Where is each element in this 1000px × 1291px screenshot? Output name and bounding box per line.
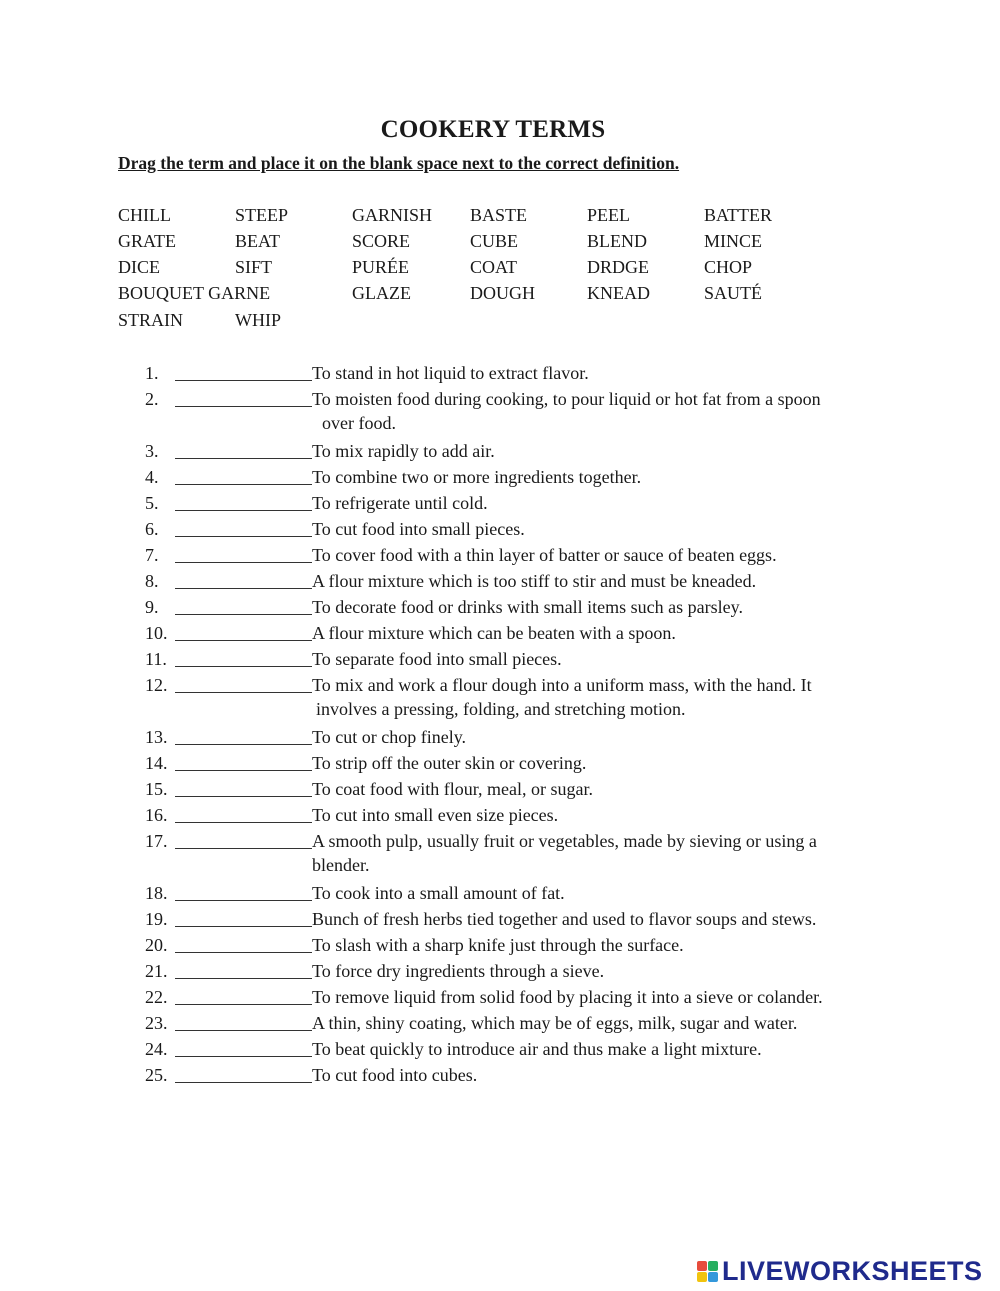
answer-blank[interactable] [175, 466, 312, 485]
answer-blank[interactable] [175, 986, 312, 1005]
definition-item [145, 646, 562, 670]
answer-blank[interactable] [175, 674, 312, 693]
term-card[interactable]: KNEAD [587, 283, 650, 303]
definition-text: To mix and work a flour dough into a uniform mass, with the hand. It [312, 675, 812, 695]
term-card[interactable]: BLEND [587, 231, 647, 251]
logo-mark-icon [697, 1261, 718, 1282]
answer-blank[interactable] [175, 596, 312, 615]
definition-text: A thin, shiny coating, which may be of eggs, milk, sugar and water. [312, 1013, 798, 1033]
answer-blank[interactable] [175, 908, 312, 927]
definition-item [145, 516, 525, 540]
definition-item [145, 802, 558, 826]
term-card[interactable]: BOUQUET GARNE [118, 283, 271, 303]
term-card[interactable]: WHIP [235, 310, 281, 330]
liveworksheets-logo [697, 1254, 983, 1288]
definition-item [145, 542, 777, 566]
item-number: 3. [145, 441, 159, 461]
definition-item [145, 386, 821, 410]
answer-blank[interactable] [175, 726, 312, 745]
answer-blank[interactable] [175, 388, 312, 407]
definition-text: To slash with a sharp knife just through the surface. [312, 935, 684, 955]
definition-text: To force dry ingredients through a sieve. [312, 961, 605, 981]
definition-text: A flour mixture which is too stiff to stir and must be kneaded. [312, 571, 757, 591]
logo-text: LIVEWORKSHEETS [722, 1255, 983, 1286]
term-card[interactable]: GRATE [118, 231, 176, 251]
item-number: 21. [145, 961, 168, 981]
definition-text: To mix rapidly to add air. [312, 441, 495, 461]
answer-blank[interactable] [175, 960, 312, 979]
item-number: 5. [145, 493, 159, 513]
definition-text: To beat quickly to introduce air and thus make a light mixture. [312, 1039, 762, 1059]
answer-blank[interactable] [175, 882, 312, 901]
item-number: 13. [145, 727, 168, 747]
item-number: 2. [145, 389, 159, 409]
definition-text: To coat food with flour, meal, or sugar. [312, 779, 593, 799]
item-number: 8. [145, 571, 159, 591]
term-card[interactable]: STRAIN [118, 310, 184, 330]
definition-text: To decorate food or drinks with small items such as parsley. [312, 597, 743, 617]
definition-continuation: involves a pressing, folding, and stretching motion. [316, 699, 686, 719]
item-number: 14. [145, 753, 168, 773]
answer-blank[interactable] [175, 804, 312, 823]
answer-blank[interactable] [175, 622, 312, 641]
definition-item [145, 776, 593, 800]
term-card[interactable]: CHILL [118, 205, 171, 225]
definition-text: To refrigerate until cold. [312, 493, 488, 513]
item-number: 25. [145, 1065, 168, 1085]
definition-text: To combine two or more ingredients together. [312, 467, 642, 487]
page-title: COOKERY TERMS [380, 116, 606, 143]
definition-item [145, 1010, 797, 1034]
definition-item [145, 1036, 762, 1060]
answer-blank[interactable] [175, 752, 312, 771]
instructions: Drag the term and place it on the blank space next to the correct definition. [118, 153, 680, 173]
item-number: 7. [145, 545, 159, 565]
definition-text: To cut food into small pieces. [312, 519, 525, 539]
item-number: 20. [145, 935, 168, 955]
item-number: 18. [145, 883, 168, 903]
term-card[interactable]: DICE [118, 257, 160, 277]
definition-item [145, 750, 586, 774]
answer-blank[interactable] [175, 1012, 312, 1031]
definition-item [145, 984, 823, 1008]
term-card[interactable]: PURÉE [352, 257, 410, 277]
term-card[interactable]: DRDGE [587, 257, 649, 277]
definition-item [145, 1062, 477, 1086]
definition-item [145, 360, 589, 384]
definition-item [145, 438, 495, 462]
answer-blank[interactable] [175, 648, 312, 667]
answer-blank[interactable] [175, 1064, 312, 1083]
answer-blank[interactable] [175, 1038, 312, 1057]
term-card[interactable]: BASTE [470, 205, 528, 225]
term-card[interactable]: CHOP [704, 257, 753, 277]
term-card[interactable]: SCORE [352, 231, 411, 251]
term-card[interactable]: CUBE [470, 231, 519, 251]
answer-blank[interactable] [175, 570, 312, 589]
definition-text: To cut or chop finely. [312, 727, 467, 747]
definition-text: To moisten food during cooking, to pour liquid or hot fat from a spoon [312, 389, 821, 409]
term-card[interactable]: DOUGH [470, 283, 535, 303]
answer-blank[interactable] [175, 362, 312, 381]
definition-text: A smooth pulp, usually fruit or vegetables, made by sieving or using a [312, 831, 817, 851]
item-number: 15. [145, 779, 168, 799]
definition-text: A flour mixture which can be beaten with a spoon. [312, 623, 676, 643]
term-card[interactable]: GLAZE [352, 283, 411, 303]
answer-blank[interactable] [175, 440, 312, 459]
definition-item [145, 620, 676, 644]
definition-item [145, 958, 604, 982]
item-number: 9. [145, 597, 159, 617]
term-card[interactable]: SAUTÉ [704, 283, 762, 303]
definition-item [145, 932, 684, 956]
item-number: 19. [145, 909, 168, 929]
definition-item [145, 464, 641, 488]
item-number: 10. [145, 623, 168, 643]
answer-blank[interactable] [175, 778, 312, 797]
definition-continuation: over food. [322, 413, 396, 433]
item-number: 23. [145, 1013, 168, 1033]
item-number: 24. [145, 1039, 168, 1059]
definition-text: To cut into small even size pieces. [312, 805, 559, 825]
item-number: 12. [145, 675, 168, 695]
definition-text: To cover food with a thin layer of batter or sauce of beaten eggs. [312, 545, 777, 565]
term-card[interactable]: SIFT [235, 257, 273, 277]
answer-blank[interactable] [175, 544, 312, 563]
term-card[interactable]: GARNISH [352, 205, 433, 225]
definition-item [145, 880, 565, 904]
definition-continuation: blender. [312, 855, 370, 875]
item-number: 4. [145, 467, 159, 487]
definition-item [145, 906, 816, 930]
answer-blank[interactable] [175, 830, 312, 849]
definition-text: Bunch of fresh herbs tied together and used to flavor soups and stews. [312, 909, 817, 929]
definition-item [145, 568, 756, 592]
term-card[interactable]: MINCE [704, 231, 762, 251]
item-number: 6. [145, 519, 159, 539]
answer-blank[interactable] [175, 492, 312, 511]
term-card[interactable]: BEAT [235, 231, 280, 251]
term-card[interactable]: STEEP [235, 205, 289, 225]
definition-item [145, 490, 488, 514]
answer-blank[interactable] [175, 934, 312, 953]
item-number: 22. [145, 987, 168, 1007]
definition-text: To strip off the outer skin or covering. [312, 753, 587, 773]
definition-text: To cut food into cubes. [312, 1065, 478, 1085]
answer-blank[interactable] [175, 518, 312, 537]
term-card[interactable]: COAT [470, 257, 518, 277]
term-card[interactable]: PEEL [587, 205, 630, 225]
item-number: 11. [145, 649, 167, 669]
term-card[interactable]: BATTER [704, 205, 773, 225]
definition-item [145, 594, 743, 618]
definition-text: To stand in hot liquid to extract flavor. [312, 363, 589, 383]
definition-item [145, 724, 466, 748]
item-number: 1. [145, 363, 159, 383]
item-number: 16. [145, 805, 168, 825]
definition-text: To remove liquid from solid food by placing it into a sieve or colander. [312, 987, 823, 1007]
definition-item [145, 672, 812, 696]
definition-item [145, 828, 817, 852]
definition-text: To cook into a small amount of fat. [312, 883, 565, 903]
definition-text: To separate food into small pieces. [312, 649, 562, 669]
item-number: 17. [145, 831, 168, 851]
